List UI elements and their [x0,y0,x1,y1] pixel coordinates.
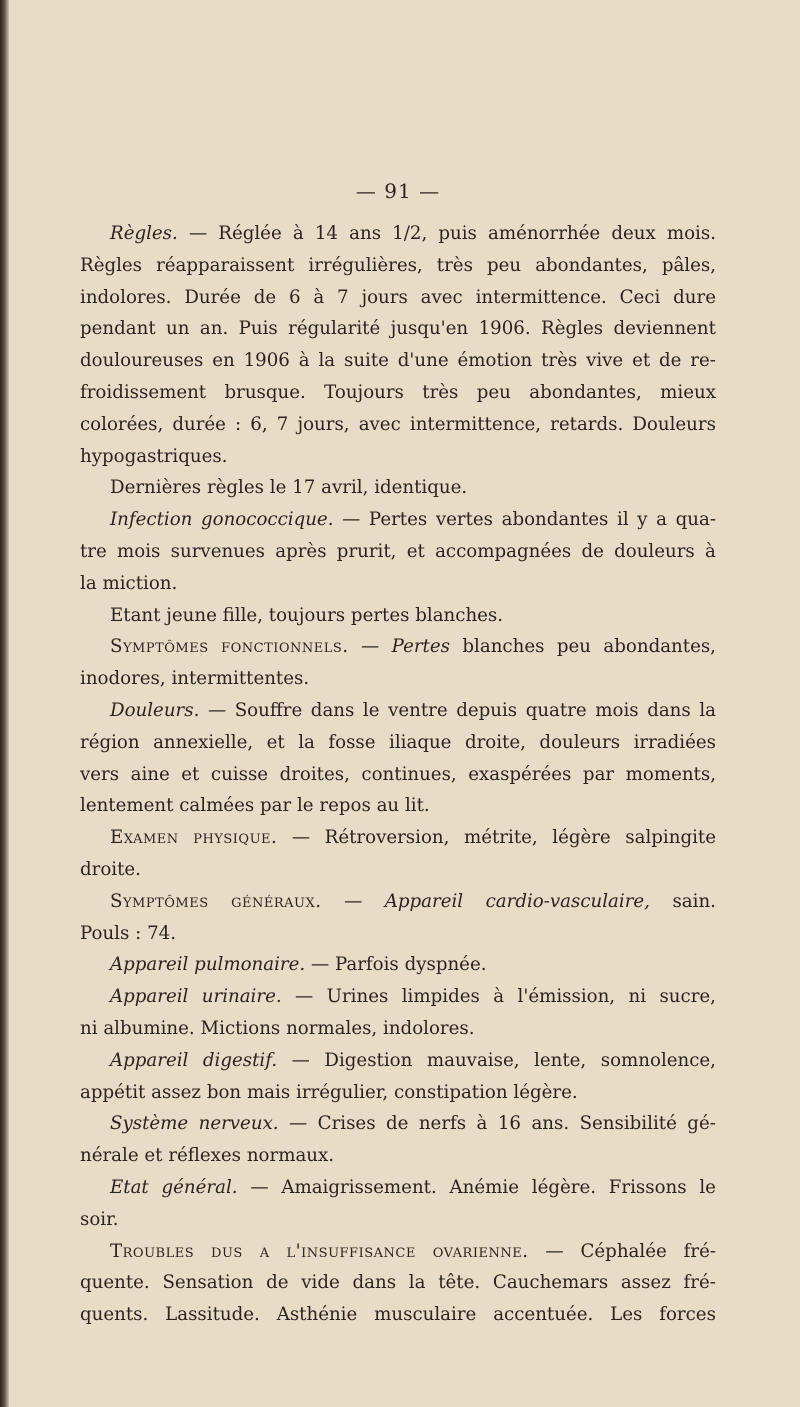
text-line [80,282,716,314]
text-line [80,218,716,250]
word: — [188,223,208,244]
word: Examen [110,827,179,849]
word: 1/2, [392,223,428,244]
word: cardio-vasculaire, [485,890,650,912]
word: après [275,540,327,562]
word: gé- [687,1113,716,1135]
word: deviennent [613,318,716,340]
word: Durée [184,286,241,308]
word: musculaire [374,1304,477,1326]
word: Parfois [334,954,399,976]
word: vertes [435,509,493,531]
word: la [408,1272,426,1294]
word: — [310,954,330,976]
word: pulmonaire. [194,954,306,976]
word: la [80,572,97,594]
word: avec [420,286,463,308]
word: appétit [80,1081,146,1103]
word: l'insuffisance [286,1240,416,1262]
word: général. [161,1176,238,1198]
word: iliaque [389,731,452,753]
word: réapparaissent [156,254,295,276]
word: abondantes, [603,636,716,658]
text-line [80,727,716,759]
word: Douleurs. [110,699,200,721]
word: dans [647,699,691,721]
word: continues, [361,763,457,785]
word: Sensibilité [579,1113,677,1135]
word: fille, [222,604,263,626]
word: jours, [297,413,350,435]
text-line [80,1204,716,1236]
word: tête. [438,1272,481,1294]
word: droites, [279,763,350,785]
text-line [80,377,716,409]
word: aine [130,763,170,785]
word: régularité [288,318,381,340]
word: par [259,795,292,817]
word: douloureuses [80,350,204,372]
page-binding-edge [0,0,9,1407]
word: Crises [317,1113,376,1135]
word: — [344,890,363,912]
text-line [80,1236,716,1268]
word: normaux. [246,1145,335,1167]
word: intermittentes. [171,668,310,690]
word: Système [110,1113,189,1135]
word: : [235,413,242,435]
word: Pouls [80,922,130,944]
word: au [376,795,400,817]
word: y [637,509,648,531]
word: mois. [666,223,716,244]
word: : [135,922,142,944]
word: a [259,1240,270,1262]
text-line [80,981,716,1013]
word: ni [80,1017,98,1039]
word: abondantes [501,509,609,531]
word: Puis [238,318,278,340]
word: Sensation [162,1272,254,1294]
word: région [80,731,140,753]
word: Pertes [368,509,428,531]
word: de [581,540,604,562]
word: dans [352,1272,397,1294]
word: toujours [268,604,346,626]
word: généraux. [231,890,322,912]
word: an. [199,318,229,340]
word: Rétroversion, [324,827,450,849]
word: d'une [397,350,449,372]
word: très [436,254,473,276]
word: bon [206,1081,242,1103]
word: 17 [292,477,316,499]
word: Règles [80,254,143,276]
word: Troubles [110,1240,195,1262]
word: blanches. [415,604,504,626]
word: qua- [675,509,716,531]
word: droite. [80,858,141,880]
word: mauvaise, [426,1049,520,1071]
word: avril, [321,477,369,499]
word: exaspérées [468,763,572,785]
word: Les [610,1304,643,1326]
word: — [342,509,361,531]
word: lentement [80,795,174,817]
word: et [406,540,425,562]
word: peu [556,636,591,658]
word: à [705,540,716,562]
word: depuis [456,699,518,721]
word: hypogastriques. [80,445,228,467]
word: à [313,286,325,308]
word: Douleurs [632,413,716,435]
word: peu [476,381,511,403]
word: à [493,986,505,1008]
text-line [80,695,716,727]
word: Souffre [234,699,303,721]
body-text [80,218,716,1331]
word: jours [361,286,408,308]
word: Cauchemars [492,1272,609,1294]
word: 74. [147,922,177,944]
word: — [295,986,314,1008]
word: Dernières [110,477,202,499]
word: Ceci [619,286,661,308]
text-line [80,854,716,886]
word: pâles, [661,254,716,276]
text-line [80,536,716,568]
word: Appareil [110,1049,189,1071]
word: puis [438,223,477,244]
word: deux [611,223,656,244]
word: Symptômes [110,890,209,912]
word: vide [301,1272,340,1294]
word: soir. [80,1208,119,1230]
word: blanches [462,636,545,658]
word: avec [358,413,401,435]
word: le [362,699,380,721]
word: sucre, [659,986,716,1008]
word: de [385,1113,409,1135]
word: quents. [80,1304,149,1326]
word: indolores. [383,1017,475,1039]
word: ans. [531,1113,570,1135]
word: nérale [80,1145,139,1167]
text-line [80,759,716,791]
word: Urines [326,986,389,1008]
word: douleurs [614,540,695,562]
word: 1906 [243,350,290,372]
word: prurit, [336,540,397,562]
text-line [80,1172,716,1204]
word: colorées, [80,413,164,435]
word: sain. [672,890,716,912]
word: lit. [404,795,430,817]
word: de [659,350,682,372]
word: retards. [550,413,624,435]
word: dans [310,699,355,721]
word: douleurs [539,731,621,753]
word: quente. [80,1272,150,1294]
word: tre [80,540,107,562]
text-line [80,1267,716,1299]
word: Frissons [608,1176,687,1198]
text-line [80,441,716,473]
word: indolores. [80,286,172,308]
word: la [298,731,315,753]
word: — [291,1049,310,1071]
word: albumine. [103,1017,195,1039]
word: accompagnées [435,540,572,562]
text-line [80,345,716,377]
word: à [292,223,304,244]
word: le [269,477,287,499]
word: de [253,286,277,308]
word: il [617,509,629,531]
word: normales, [286,1017,378,1039]
word: forces [659,1304,716,1326]
word: ni [628,986,647,1008]
word: miction. [102,572,178,594]
word: peu [486,254,522,276]
word: Règles. [110,223,178,244]
word: Toujours [324,381,404,403]
word: très [422,381,459,403]
word: assez [151,1081,201,1103]
word: dus [211,1240,243,1262]
text-line [80,1013,716,1045]
word: Règles [541,318,604,340]
word: l'émission, [517,986,616,1008]
text-line [80,250,716,282]
text-line [80,313,716,345]
word: ovarienne. [432,1240,529,1262]
text-line [80,790,716,822]
word: 6 [288,286,301,308]
word: Anémie [449,1176,519,1198]
word: à [298,350,310,372]
word: mois [117,540,161,562]
word: et [266,731,285,753]
word: règles [206,477,264,499]
word: Digestion [324,1049,413,1071]
word: irrégulier, [296,1081,389,1103]
word: gonococcique. [201,509,334,531]
word: urinaire. [201,986,282,1008]
word: inodores, [80,668,166,690]
word: a [656,509,668,531]
word: le [699,1176,716,1198]
word: par [582,763,615,785]
word: le [296,795,314,817]
word: — [545,1240,564,1262]
word: intermittence. [475,286,607,308]
text-line [80,822,716,854]
text-line [80,1108,716,1140]
word: suite [343,350,389,372]
word: cuisse [210,763,269,785]
word: la [318,350,336,372]
word: légère. [531,1176,596,1198]
text-line [80,1140,716,1172]
word: 6, [250,413,268,435]
word: physique. [193,827,278,849]
word: et [632,350,651,372]
word: quatre [525,699,587,721]
text-line [80,1045,716,1077]
word: droite, [464,731,526,753]
word: assez [620,1272,671,1294]
word: Amaigrissement. [281,1176,437,1198]
word: un [166,318,190,340]
word: mieux [660,381,716,403]
word: réflexes [168,1145,242,1167]
word: vive [586,350,624,372]
text-line [80,918,716,950]
word: abondantes, [535,254,648,276]
text-line [80,409,716,441]
text-line [80,631,716,663]
word: légère. [513,1081,578,1103]
word: de [266,1272,289,1294]
word: aménorrhée [488,223,601,244]
word: calmées [179,795,255,817]
word: salpingite [625,827,716,849]
word: irrégulières, [308,254,423,276]
word: — [361,636,380,658]
word: 7 [276,413,289,435]
word: émotion [457,350,533,372]
text-line [80,663,716,695]
word: vers [80,763,120,785]
word: jeune [166,604,217,626]
word: Pertes [391,636,450,658]
word: Lassitude. [165,1304,260,1326]
word: durée [172,413,226,435]
word: ans [349,223,382,244]
word: Appareil [384,890,464,912]
word: Appareil [110,986,189,1008]
word: somnolence, [600,1049,716,1071]
text-line [80,886,716,918]
word: — [289,1113,308,1135]
word: accentuée. [493,1304,594,1326]
word: pendant [80,318,156,340]
word: 16 [497,1113,521,1135]
word: — [291,827,311,849]
word: Appareil [110,954,189,976]
word: Symptômes [110,636,209,658]
word: re- [690,350,716,372]
word: 7 [337,286,349,308]
word: et [181,763,200,785]
word: métrite, [463,827,538,849]
word: moments, [625,763,716,785]
text-line [80,600,716,632]
page-number: — 91 — [355,179,441,203]
word: abondantes, [529,381,642,403]
text-line [80,949,716,981]
word: pertes [350,604,410,626]
word: froidissement [80,381,207,403]
word: très [541,350,578,372]
word: annexielle, [153,731,254,753]
word: nerfs [418,1113,467,1135]
word: dure [673,286,716,308]
word: limpides [401,986,480,1008]
word: jusqu'en [390,318,469,340]
word: mais [246,1081,291,1103]
word: Infection [110,509,193,531]
word: 1906. [478,318,531,340]
text-line [80,472,716,504]
word: fonctionnels. [221,636,349,658]
word: 14 [314,223,338,244]
word: fré- [683,1240,716,1262]
word: irradiées [633,731,716,753]
text-line [80,1077,716,1109]
word: légère [552,827,611,849]
word: — [250,1176,269,1198]
word: Etant [110,604,161,626]
text-line [80,568,716,600]
word: et [144,1145,163,1167]
word: nerveux. [198,1113,279,1135]
word: Mictions [200,1017,281,1039]
document-page [80,178,716,1331]
word: brusque. [224,381,306,403]
word: survenues [170,540,265,562]
word: repos [319,795,371,817]
word: Asthénie [276,1304,358,1326]
word: Réglée [218,223,282,244]
text-line [80,1299,716,1331]
word: — [207,699,227,721]
word: fosse [328,731,376,753]
word: ventre [388,699,448,721]
word: Céphalée [580,1240,667,1262]
word: dyspnée. [404,954,487,976]
word: fré- [683,1272,716,1294]
word: à [476,1113,488,1135]
text-line [80,504,716,536]
word: mois [595,699,639,721]
word: identique. [374,477,468,499]
word: Etat [110,1176,149,1198]
word: la [699,699,716,721]
word: constipation [394,1081,508,1103]
word: digestif. [202,1049,278,1071]
word: en [212,350,235,372]
word: intermittence, [409,413,542,435]
word: lente, [534,1049,587,1071]
